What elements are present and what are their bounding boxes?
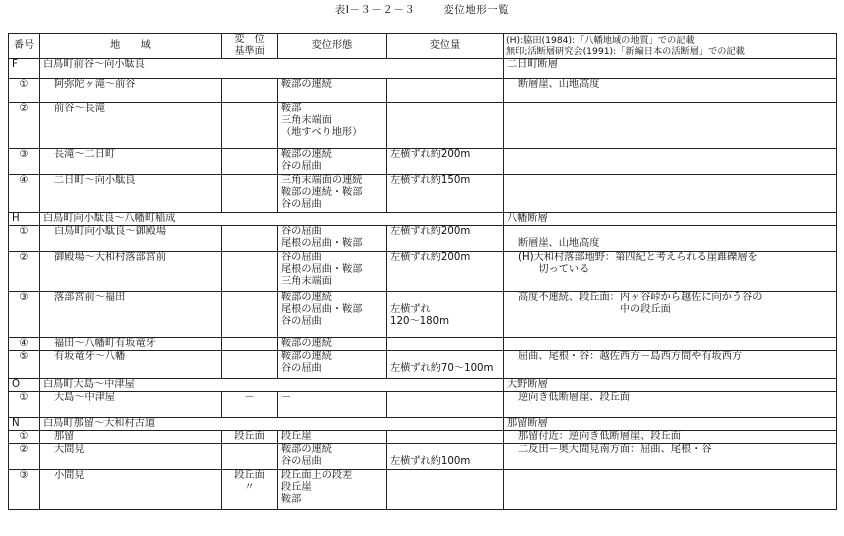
row-note: 屈曲、尾根・谷：越佐西方－島西方間や有坂西方 — [504, 351, 837, 379]
row-note — [504, 103, 837, 149]
row-base — [222, 444, 278, 470]
table-row — [9, 470, 837, 510]
row-form: 鞍部の連続 尾根の屈曲・鞍部 谷の屈曲 — [278, 292, 387, 338]
row-base — [222, 175, 278, 213]
fault-name: 二日町断層 — [504, 59, 837, 79]
row-amount — [387, 103, 504, 149]
table-title — [0, 2, 844, 17]
row-number: ② — [9, 103, 40, 149]
table-row — [9, 149, 837, 175]
row-number: ② — [9, 444, 40, 470]
row-note — [504, 175, 837, 213]
group-id: O — [9, 379, 40, 392]
row-area: 有坂竜牙～八幡 — [40, 351, 222, 379]
row-number: ③ — [9, 292, 40, 338]
table-row — [9, 79, 837, 103]
row-form: 鞍部の連続 谷の屈曲 — [278, 351, 387, 379]
row-number: ① — [9, 431, 40, 444]
row-area: 前谷～長滝 — [40, 103, 222, 149]
row-area: 那留 — [40, 431, 222, 444]
row-form: 谷の屈曲 尾根の屈曲・鞍部 — [278, 226, 387, 252]
table-caption: 変位地形一覧 — [443, 4, 510, 16]
displacement-table — [8, 33, 837, 510]
row-number: ③ — [9, 470, 40, 510]
row-amount: 左横ずれ約200m — [387, 149, 504, 175]
row-base — [222, 292, 278, 338]
header-area: 地 域 — [40, 34, 222, 59]
header-no: 番号 — [9, 34, 40, 59]
group-id: H — [9, 213, 40, 226]
table-row — [9, 392, 837, 418]
group-area: 白鳥町向小駄良～八幡町稲成 — [40, 213, 504, 226]
source-note-h: (H):脇田(1984):「八幡地域の地質」での記載 — [506, 35, 695, 46]
table-row — [9, 175, 837, 213]
row-amount — [387, 470, 504, 510]
row-amount: 左横ずれ約100m — [387, 444, 504, 470]
header-source — [504, 34, 837, 59]
row-amount: 左横ずれ 120～180m — [387, 292, 504, 338]
row-number: ① — [9, 226, 40, 252]
row-area: 福田～八幡町有坂竜牙 — [40, 338, 222, 351]
row-base — [222, 351, 278, 379]
group-id: N — [9, 418, 40, 431]
row-number: ④ — [9, 338, 40, 351]
table-body — [9, 59, 837, 510]
row-note — [504, 470, 837, 510]
group-row — [9, 418, 837, 431]
header-row — [9, 34, 837, 59]
row-number: ② — [9, 252, 40, 292]
header-amount: 変位量 — [387, 34, 504, 59]
table-row — [9, 252, 837, 292]
row-area: 落部宮前～福田 — [40, 292, 222, 338]
row-number: ① — [9, 79, 40, 103]
row-note: 逆向き低断層崖、段丘面 — [504, 392, 837, 418]
fault-name: 大野断層 — [504, 379, 837, 392]
row-amount: 左横ずれ約150m — [387, 175, 504, 213]
row-note: 高度不連続、段丘面：内ヶ谷峠から越佐に向かう谷の 中の段丘面 — [504, 292, 837, 338]
row-area: 大島～中津屋 — [40, 392, 222, 418]
row-amount — [387, 392, 504, 418]
row-base — [222, 226, 278, 252]
row-area: 長滝～二日町 — [40, 149, 222, 175]
row-note — [504, 338, 837, 351]
row-area: 大間見 — [40, 444, 222, 470]
row-area: 白鳥町向小駄良～御殿場 — [40, 226, 222, 252]
group-row — [9, 213, 837, 226]
row-number: ④ — [9, 175, 40, 213]
row-form: 三角末端面の連続 鞍部の連続・鞍部 谷の屈曲 — [278, 175, 387, 213]
table-row — [9, 338, 837, 351]
row-base — [222, 338, 278, 351]
row-amount — [387, 79, 504, 103]
table-row — [9, 226, 837, 252]
row-form: 鞍部の連続 — [278, 338, 387, 351]
row-form: 鞍部 三角末端面 （地すべり地形） — [278, 103, 387, 149]
row-base — [222, 252, 278, 292]
row-amount: 左横ずれ約200m — [387, 252, 504, 292]
row-area: 御殿場～大和村落部宮前 — [40, 252, 222, 292]
source-note-default: 無印;活断層研究会(1991):「新編日本の活断層」での記載 — [506, 46, 745, 57]
row-note — [504, 149, 837, 175]
row-form: 段丘崖 — [278, 431, 387, 444]
row-note: 那留付近：逆向き低断層崖、段丘面 — [504, 431, 837, 444]
group-area: 白鳥町那留～大和村古道 — [40, 418, 504, 431]
table-row — [9, 431, 837, 444]
row-note: 断層崖、山地高度 — [504, 226, 837, 252]
row-form: － — [278, 392, 387, 418]
row-area: 二日町～向小駄良 — [40, 175, 222, 213]
row-note: (H)大和村落部地野：第四紀と考えられる崖錐礫層を 切っている — [504, 252, 837, 292]
row-base — [222, 79, 278, 103]
table-row — [9, 103, 837, 149]
row-number: ⑤ — [9, 351, 40, 379]
row-amount — [387, 338, 504, 351]
row-amount — [387, 431, 504, 444]
row-base: － — [222, 392, 278, 418]
row-number: ① — [9, 392, 40, 418]
row-base: 段丘面 — [222, 431, 278, 444]
row-note: 断層崖、山地高度 — [504, 79, 837, 103]
row-amount: 左横ずれ約70～100m — [387, 351, 504, 379]
table-row — [9, 351, 837, 379]
group-row — [9, 379, 837, 392]
row-base — [222, 103, 278, 149]
row-area: 阿弥陀ヶ滝～前谷 — [40, 79, 222, 103]
fault-name: 那留断層 — [504, 418, 837, 431]
row-amount: 左横ずれ約200m — [387, 226, 504, 252]
row-form: 段丘面上の段差 段丘崖 鞍部 — [278, 470, 387, 510]
table-row — [9, 292, 837, 338]
header-base: 変 位 基準面 — [222, 34, 278, 59]
row-number: ③ — [9, 149, 40, 175]
row-form: 鞍部の連続 — [278, 79, 387, 103]
group-area: 白鳥町前谷～向小駄良 — [40, 59, 504, 79]
row-form: 鞍部の連続 谷の屈曲 — [278, 444, 387, 470]
row-area: 小間見 — [40, 470, 222, 510]
table-row — [9, 444, 837, 470]
header-form: 変位形態 — [278, 34, 387, 59]
group-area: 白鳥町大島～中津屋 — [40, 379, 504, 392]
fault-name: 八幡断層 — [504, 213, 837, 226]
row-base — [222, 149, 278, 175]
row-base: 段丘面 〃 — [222, 470, 278, 510]
row-note: 二反田－奥大間見南方面：屈曲、尾根・谷 — [504, 444, 837, 470]
row-form: 谷の屈曲 尾根の屈曲・鞍部 三角末端面 — [278, 252, 387, 292]
group-row — [9, 59, 837, 79]
group-id: F — [9, 59, 40, 79]
table-number: 表Ⅰ－３－２－３ — [334, 4, 416, 16]
row-form: 鞍部の連続 谷の屈曲 — [278, 149, 387, 175]
